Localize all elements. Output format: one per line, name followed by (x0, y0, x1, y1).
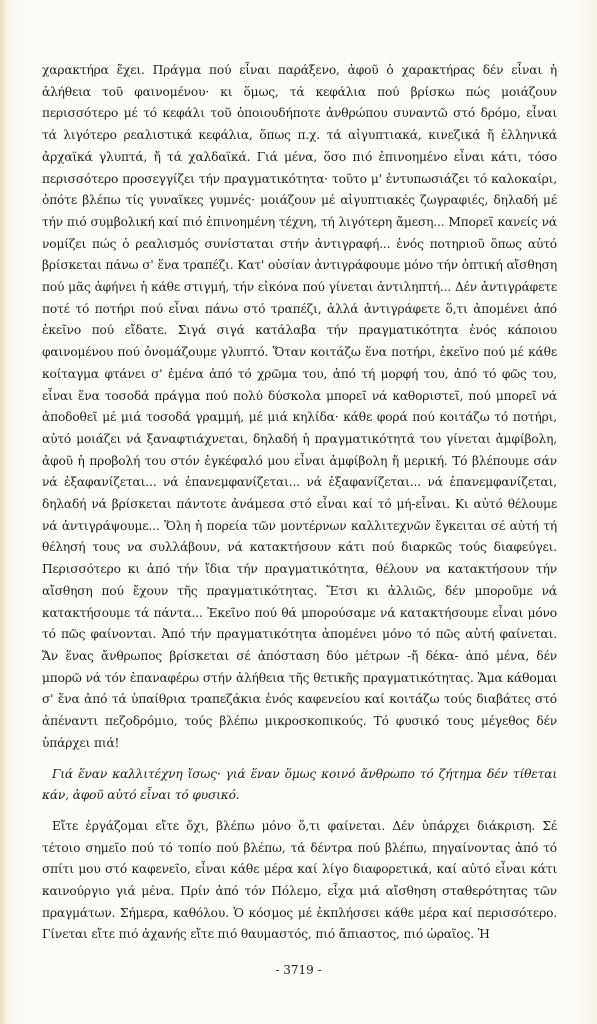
paragraph-2-italic: Γιά ἕναν καλλιτέχνη ἴσως· γιά ἕναν ὅμως κοινό ἄνθρωπο τό ζήτημα δέν τίθεται κάν, ἀφοῦ αὐτό εἶναι τό φυσικό. (42, 766, 557, 803)
paragraph-3: Εἴτε ἐργάζομαι εἴτε ὄχι, βλέπω μόνο ὅ,τι φαίνεται. Δέν ὑπάρχει διάκριση. Σέ τέτοιο σημεῖο πού τό τοπίο πού βλέπω, τά δέντρα πού βλέπω, πηγαίνοντας ἀπό τό σπίτι μου στό καφενεῖο, εἶναι κάθε μέρα καί λίγο διαφορετικά, καί αὐτό εἶναι κάτι καινούργιο γιά μένα. Πρίν ἀπό τόν Πόλεμο, εἶχα μιά αἴσθηση σταθερότητας τῶν πραγμάτων. Σήμερα, καθόλου. Ὁ κόσμος μέ ἐκπλήσσει κάθε μέρα καί περισσότερο. Γίνεται εἴτε πιό ἀχανής εἴτε πιό θαυμαστός, πιό ἄπιαστος, πιό ὡραῖος. Ἡ (42, 818, 557, 942)
page-number: - 3719 - (275, 963, 322, 977)
body-text (42, 60, 557, 946)
paragraph-1: χαρακτήρα ἔχει. Πράγμα πού εἶναι παράξενο, ἀφοῦ ὁ χαρακτήρας δέν εἶναι ἡ ἀλήθεια τοῦ φαινομένου· κι ὅμως, τά κεφάλια πού βρίσκω πώς μοιάζουν περισσότερο μέ τό κεφάλι τοῦ ὁποιουδήποτε ἀνθρώπου συναντῶ στό δρόμο, εἶναι τά λιγότερο ρεαλιστικά κεφάλια, ὅπως π.χ. τά αἰγυπτιακά, κινεζικά ἤ ἑλληνικά ἀρχαϊκά γλυπτά, ἤ τά χαλδαϊκά. Γιά μένα, ὅσο πιό ἐπινοημένο εἶναι κάτι, τόσο περισσότερο προσεγγίζει τήν πραγματικότητα· τοῦτο μ' ἐντυπωσιάζει τό καλοκαίρι, ὁπότε βλέπω τίς γυναῖκες γυμνές· μοιάζουν μέ αἰγυπτιακές ζωγραφιές, δηλαδή μέ τήν πιό συμβολική καί πιό ἐπινοημένη τέχνη, τή λιγότερη ἄμεση... Μπορεῖ κανείς νά νομίζει πώς ὁ ρεαλισμός συνίσταται στήν ἀντιγραφή... ἑνός ποτηριοῦ ὅπως αὐτό βρίσκεται πάνω σ' ἕνα τραπέζι. Κατ' οὐσίαν ἀντιγράφουμε μόνο τήν ὀπτική αἴσθηση πού μᾶς ἀφήνει ἡ κάθε στιγμή, τήν εἰκόνα πού γίνεται ἀντιληπτή... Δέν ἀντιγράφετε ποτέ τό ποτήρι πού εἶναι πάνω στό τραπέζι, ἀλλά ἀντιγράφετε ὅ,τι ἀπομένει ἀπό ἐκεῖνο πού εἴδατε. Σιγά σιγά κατάλαβα τήν πραγματικότητα ἑνός κάποιου φαινομένου πού ὀνομάζουμε γλυπτό. Ὅταν κοιτάζω ἕνα ποτήρι, ἐκεῖνο πού μέ κάθε κοίταγμα φτάνει σ' ἐμένα ἀπό τό χρῶμα του, ἀπό τή μορφή του, ἀπό τό φῶς του, εἶναι ἕνα τοσοδά πράγμα πού πολύ δύσκολα μπορεῖ νά καθοριστεῖ, πού μπορεῖ νά ἀποδοθεῖ μέ μιά τοσοδά γραμμή, μέ μιά κηλίδα· κάθε φορά πού κοιτάζω τό ποτήρι, αὐτό μοιάζει νά ξαναφτιάχνεται, δηλαδή ἡ πραγματικότητά του γίνεται ἀμφίβολη, ἀφοῦ ἡ προβολή του στόν ἐγκέφαλό μου εἶναι ἀμφίβολη ἤ μερική. Τό βλέπουμε σάν νά ἐξαφανίζεται... νά ἐπανεμφανίζεται... νά ἐξαφανίζεται... νά ἐπανεμφανίζεται, δηλαδή νά βρίσκεται πάντοτε ἀνάμεσα στό εἶναι καί τό μή-εἶναι. Κι αὐτό θέλουμε νά ἀντιγράψουμε... Ὅλη ἡ πορεία τῶν μοντέρνων καλλιτεχνῶν ἔγκειται σέ αὐτή τή θέλησή τους να συλλάβουν, νά κατακτήσουν κάτι πού διαρκῶς τούς διαφεύγει. Περισσότερο κι ἀπό τήν ἴδια τήν πραγματικότητα, θέλουν να κατακτήσουν τήν αἴσθηση πού ἔχουν τῆς πραγματικότητας. Ἔτσι κι ἀλλιῶς, δέν μποροῦμε νά κατακτήσουμε τά πάντα... Ἐκεῖνο πού θά μπορούσαμε νά κατακτήσουμε εἶναι μόνο τό πῶς φαίνονται. Ἀπό τήν πραγματικότητα ἀπομένει μόνο τό πῶς αὐτή φαίνεται. Ἄν ἕνας ἄνθρωπος βρίσκεται σέ ἀπόσταση δύο μέτρων -ἤ δέκα- ἀπό μένα, δέν μπορῶ νά τόν ἐπαναφέρω στήν ἀλήθεια τῆς θετικῆς πραγματικότητας. Ἅμα κάθομαι σ' ἕνα ἀπό τά ὑπαίθρια τραπεζάκια ἑνός καφενείου καί κοιτάζω τούς διαβάτες στό ἀπέναντι πεζοδρόμιο, τούς βλέπω μικροσκοπικούς. Τό φυσικό τους μέγεθος δέν ὑπάρχει πιά! (42, 63, 557, 750)
page-spine-shadow (0, 0, 6, 1024)
